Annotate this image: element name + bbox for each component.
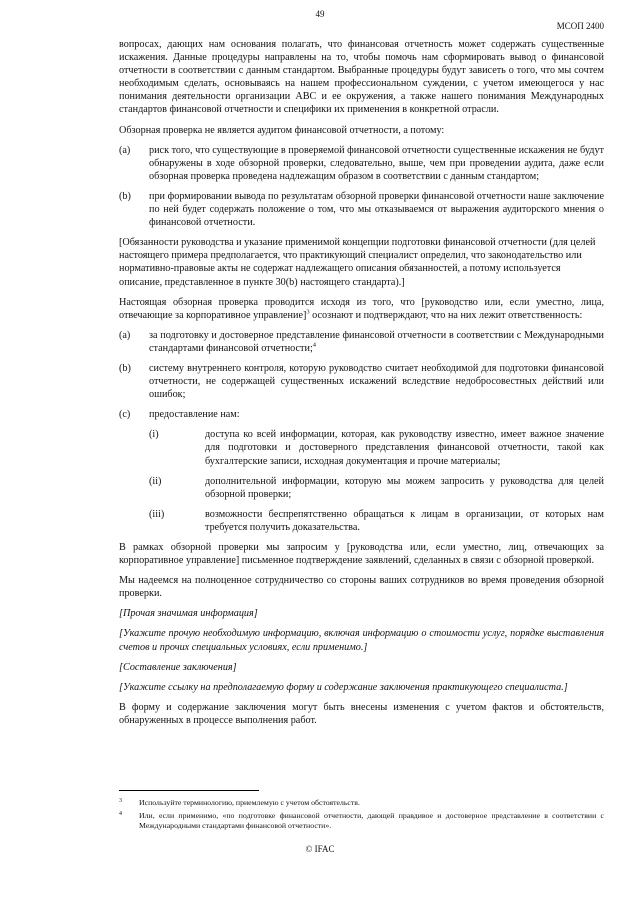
footnote-text: Или, если применимо, «по подготовке финансовой отчетности, дающей правдивое и достоверное представление в соответствии с Международными стандартами финансовой отчетности». <box>139 811 604 830</box>
list-marker: (a) <box>119 329 131 341</box>
paragraph-written-representation: В рамках обзорной проверки мы запросим у [руководства или, если уместно, лиц, отвечающих за корпоративное управление] письменное подтверждение заявлений, сделанных в связи с обзорной проверкой. <box>119 542 604 567</box>
paragraph-changes: В форму и содержание заключения могут быть внесены изменения с учетом фактов и обстоятельств, обнаруженных в процессе выполнения работ. <box>119 701 604 726</box>
paragraph-not-audit: Обзорная проверка не является аудитом финансовой отчетности, а потому: <box>119 124 445 136</box>
list-item-text: риск того, что существующие в проверяемой финансовой отчетности существенные искажения не будут обнаружены в ходе обзорной проверки, следовательно, выше, чем при проведении аудита, даже если обзорная проверка проведена надлежащим образом в соответствии с данным стандартом; <box>149 144 604 182</box>
list-marker: (b) <box>119 190 131 202</box>
sublist-item-ii <box>119 475 604 501</box>
footnote-divider <box>119 790 259 791</box>
list-item-text: возможности беспрепятственно обращаться к лицам в организации, от которых нам требуется получить доказательства. <box>205 508 604 533</box>
list-item-text <box>149 329 604 355</box>
list-marker: (a) <box>119 144 131 156</box>
list-item-text: дополнительной информации, которую мы можем запросить у руководства для целей обзорной проверки; <box>205 475 604 500</box>
list-item-text: систему внутреннего контроля, которую руководство считает необходимой для подготовки финансовой отчетности, не содержащей существенных искажений вследствие недобросовестных действий или ошибок; <box>149 362 604 401</box>
list-marker: (c) <box>119 409 131 421</box>
footnote-3 <box>119 798 604 808</box>
footnote-number: 4 <box>119 811 122 817</box>
footnote-4 <box>119 811 604 831</box>
footnote-text: Используйте терминологию, приемлемую с учетом обстоятельств. <box>139 798 360 807</box>
list-item-a <box>119 144 604 183</box>
footnote-ref-4[interactable]: 4 <box>312 341 317 349</box>
responsibility-item-b <box>119 362 604 401</box>
copyright-footer: © IFAC <box>305 844 335 854</box>
paragraph-other-information: [Укажите прочую необходимую информацию, включая информацию о стоимости услуг, порядке выставления счетов и прочих специальных условиях, если применимо.] <box>119 628 604 653</box>
responsibility-item-a <box>119 329 604 355</box>
paragraph-intro: вопросах, дающих нам основания полагать, что финансовая отчетность может содержать существенные искажения. Данные процедуры направлены на то, чтобы помочь нам сформировать вывод о финансовой отчетности в соответствии с данным стандартом. Выбранные процедуры будут зависеть о того, что мы сочтем необходимым сделать, основываясь на нашем профессиональном суждении, с учетом имеющегося у нас понимания деятельности организации ABC и ее окружения, а также нашего понимания Международных стандартов финансовой отчетности и специфики их применения в конкретной отрасли. <box>119 39 604 116</box>
sublist-item-iii <box>119 508 604 534</box>
document-code: МСОП 2400 <box>556 21 604 31</box>
paragraph-conducted-text: Настоящая обзорная проверка проводится исходя из того, что [руководство или, если уместно, лица, отвечающие за корпоративное управление] <box>119 296 604 321</box>
paragraph-cooperation: Мы надеемся на полноценное сотрудничество со стороны ваших сотрудников во время проведения обзорной проверки. <box>119 575 604 600</box>
paragraph-report-preparation: [Укажите ссылку на предполагаемую форму и содержание заключения практикующего специалиста.] <box>119 681 568 693</box>
heading-other-information: [Прочая значимая информация] <box>119 608 258 620</box>
list-item-text: при формировании вывода по результатам обзорной проверки финансовой отчетности наше заключение по ней будет содержать положение о том, что мы отказываемся от выражения аудиторского мнения о финансовой отчетности. <box>149 190 604 229</box>
list-item-text-main: за подготовку и достоверное представление финансовой отчетности в соответствии с Международными стандартами финансовой отчетности; <box>149 329 604 354</box>
paragraph-bracketed: [Обязанности руководства и указание применимой концепции подготовки финансовой отчетности (для целей настоящего примера предполагается, что практикующий специалист определил, что законодательство или нормативно-правовые акты не содержат надлежащего описания обязанностей, а потому используется описание, представленное в пункте 30(b) настоящего стандарта).] <box>119 237 596 288</box>
responsibility-item-c <box>119 408 604 421</box>
paragraph-conducted <box>119 296 604 322</box>
list-marker: (i) <box>149 429 159 441</box>
list-marker: (b) <box>119 362 131 374</box>
footnote-number: 3 <box>119 798 122 804</box>
sublist-item-i <box>119 428 604 467</box>
heading-report-preparation: [Составление заключения] <box>119 661 237 673</box>
list-item-b <box>119 190 604 229</box>
paragraph-conducted-text-end: осознают и подтверждают, что на них лежит ответственность: <box>309 309 583 321</box>
document-body <box>119 38 604 734</box>
list-item-text: доступа ко всей информации, которая, как руководству известно, имеет важное значение для подготовки и достоверного представления финансовой отчетности, такой как бухгалтерские записи, исходная документация и прочие материалы; <box>205 429 604 467</box>
list-marker: (ii) <box>149 475 162 487</box>
footnote-ref-3[interactable]: 3 <box>306 308 310 316</box>
list-marker: (iii) <box>149 508 165 520</box>
page-number: 49 <box>315 9 325 19</box>
list-item-text: предоставление нам: <box>149 409 240 421</box>
